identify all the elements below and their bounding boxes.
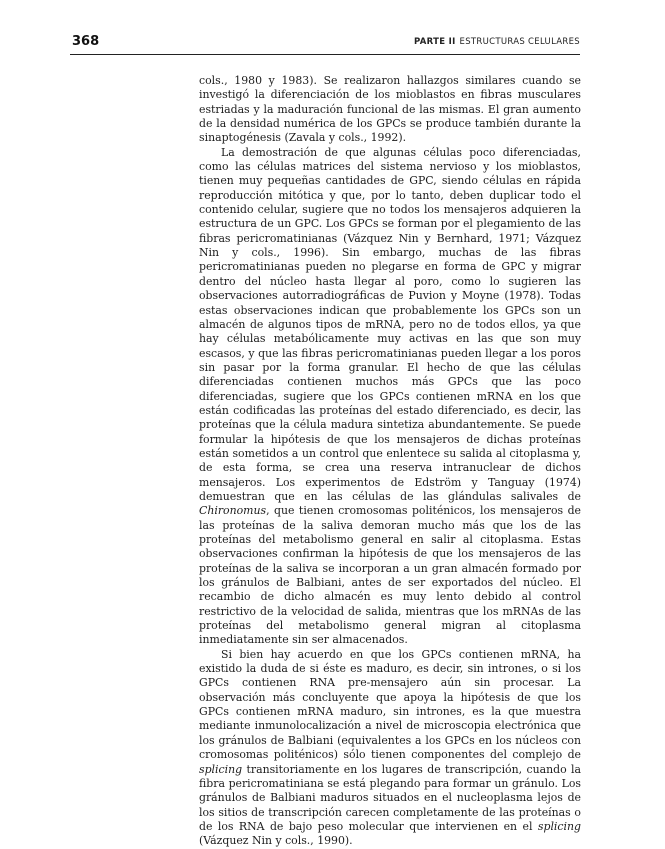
text-run: La demostración de que algunas células poco diferenciadas, como las células matrices del sistema nervioso y los mioblastos, tienen muy pequeñas cantidades de GPC, siendo células en rápida reproducción mitótica y que, por lo tanto, deben duplicar todo el contenido celular, sugiere que no todos los mensajeros adquieren la estructura de un GPC. Los GPCs se forman por el plegamiento de las fibras pericromatinianas (Vázquez Nin y Bernhard, 1971; Vázquez Nin y cols., 1996). Sin embargo, muchas de las fibras pericromatinianas pueden no plegarse en forma de GPC y migrar dentro del núcleo hasta llegar al poro, como lo sugieren las observaciones autorradiográficas de Puvion y Moyne (1978). Todas estas observaciones indican que probablemente los GPCs son un almacén de algunos tipos de mRNA, pero no de todos ellos, ya que hay células metabólicamente muy activas en las que son muy escasos, y que las fibras pericromatinianas pueden llegar a los poros sin pasar por la forma granular. El hecho de que las células diferenciadas contienen muchos más GPCs que las poco diferenciadas, sugiere que los GPCs contienen mRNA en los que están codificadas las proteínas del estado diferenciado, es decir, las proteínas que la célula madura sintetiza abundantemente. Se puede formular la hipótesis de que los mensajeros de dichas proteínas están sometidos a un control que enlentece su salida al citoplasma y, de esta forma, se crea una reserva intranuclear de dichos mensajeros. Los experimentos de Edström y Tanguay (1974) demuestran que en las células de las glándulas salivales de	[199, 145, 581, 503]
page-header	[70, 32, 580, 55]
body-text	[199, 74, 581, 849]
italic-term: splicing	[199, 762, 243, 776]
section-title: ESTRUCTURAS CELULARES	[459, 37, 580, 47]
text-run: transitoriamente en los lugares de transcripción, cuando la fibra pericromatiniana se está plegando para formar un gránulo. Los gránulos de Balbiani maduros situados en el nucleoplasma lejos de los sitios de transcripción carecen completamente de las proteínas o de los RNA de bajo peso molecular que intervienen en el	[199, 762, 581, 833]
text-run: Si bien hay acuerdo en que los GPCs contienen mRNA, ha existido la duda de si éste es maduro, es decir, sin intrones, o si los GPCs contienen RNA pre-mensajero aún sin procesar. La observación más concluyente que apoya la hipótesis de que los GPCs contienen mRNA maduro, sin intrones, es la que muestra mediante inmunolocalización a nivel de microscopia electrónica que los gránulos de Balbiani (equivalentes a los GPCs en los núcleos con cromosomas politénicos) sólo tienen componentes del complejo de	[199, 647, 581, 762]
text-run: (Vázquez Nin y cols., 1990).	[199, 834, 353, 848]
part-label: PARTE II	[414, 37, 456, 47]
italic-species-name: Chironomus	[199, 504, 267, 518]
paragraph-3	[199, 648, 581, 849]
paragraph-2	[199, 146, 581, 648]
paragraph-1	[199, 74, 581, 146]
running-head	[414, 37, 580, 47]
text-run: , que tienen cromosomas politénicos, los mensajeros de las proteínas de la saliva demoran mucho más que los de las proteínas del metabolismo general en salir al citoplasma. Estas observaciones confirman la hipótesis de que los mensajeros de las proteínas de la saliva se incorporan a un gran almacén formado por los gránulos de Balbiani, antes de ser exportados del núcleo. El recambio de dicho almacén es muy lento debido al control restrictivo de la velocidad de salida, mientras que los mRNAs de las proteínas del metabolismo general migran al citoplasma inmediatamente sin ser almacenados.	[199, 504, 581, 647]
italic-term: splicing	[537, 819, 581, 833]
text-run: cols., 1980 y 1983). Se realizaron hallazgos similares cuando se investigó la diferenciación de los mioblastos en fibras musculares estriadas y la maduración funcional de las mismas. El gran aumento de la densidad numérica de los GPCs se produce también durante la sinaptogénesis (Zavala y cols., 1992).	[199, 74, 581, 145]
page-number: 368	[72, 34, 100, 49]
